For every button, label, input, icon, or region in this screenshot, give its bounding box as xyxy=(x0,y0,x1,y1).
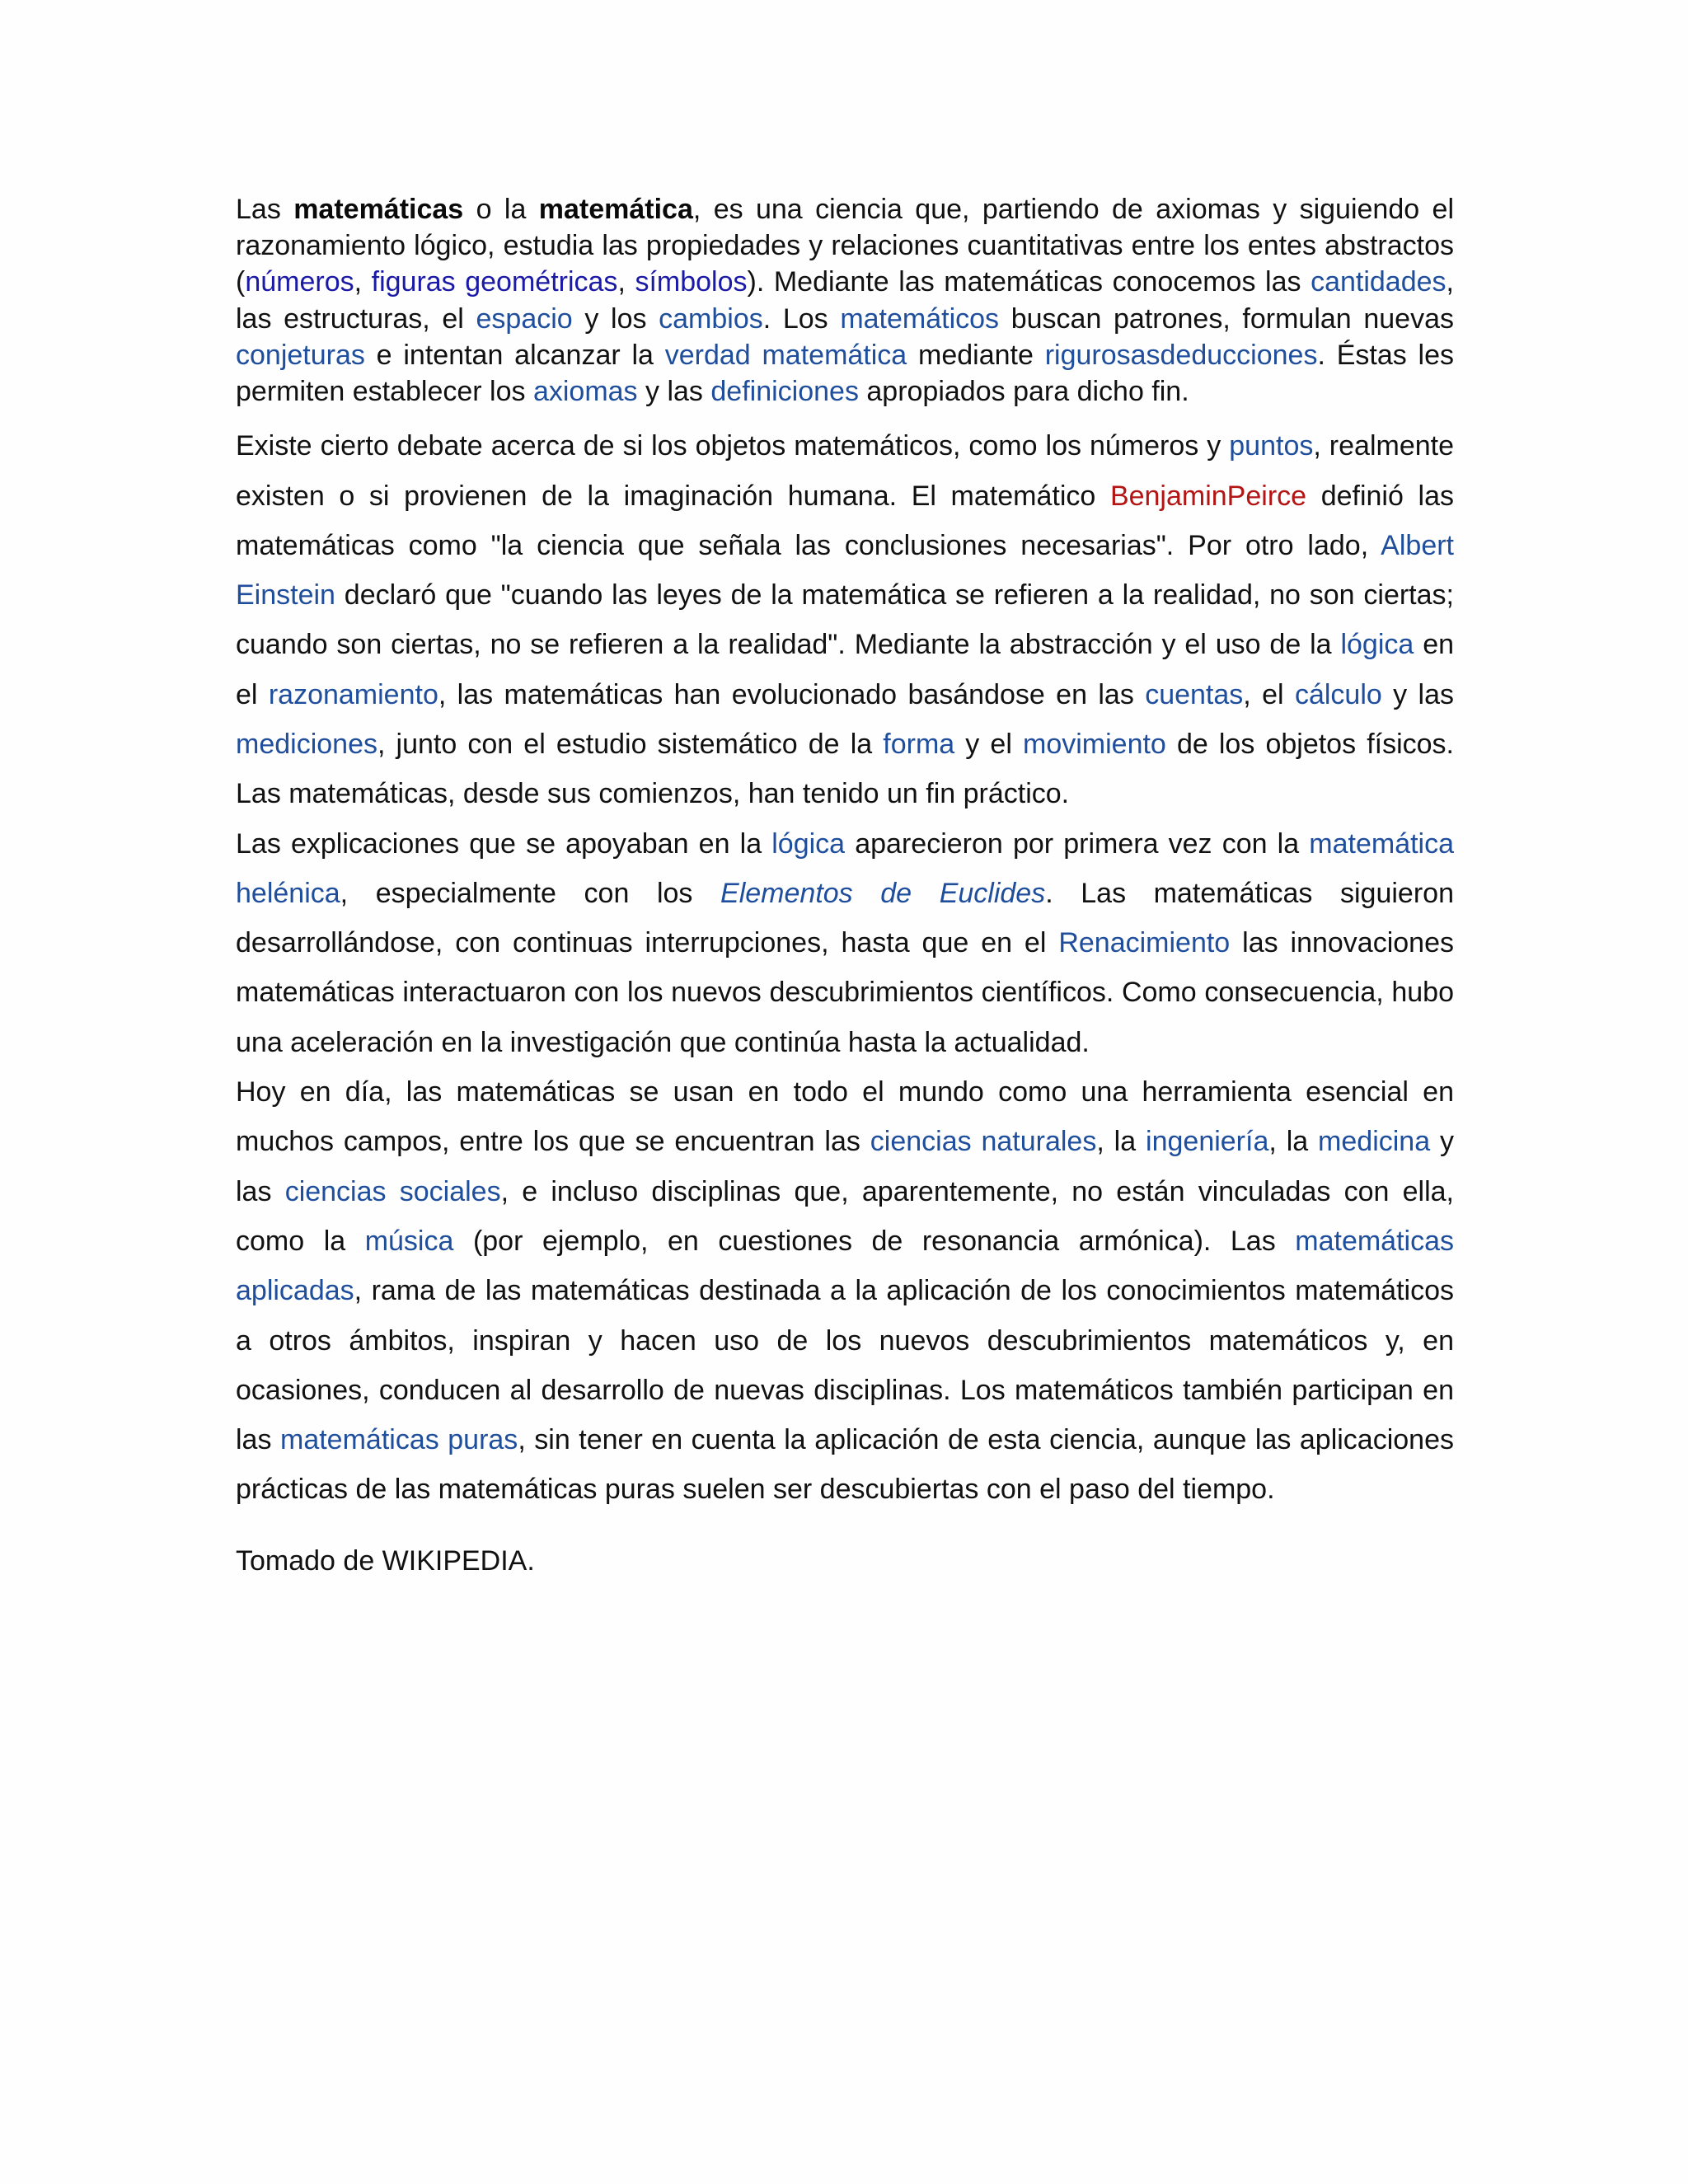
text: aparecieron por primera vez con la xyxy=(845,827,1310,860)
link-albert-einstein[interactable]: Albert Einstein xyxy=(236,529,1454,612)
text: y las xyxy=(1381,678,1454,710)
text: , especialmente con los xyxy=(340,877,721,909)
link-matematicas-puras[interactable]: matemáticas puras xyxy=(280,1424,518,1456)
text: (por ejemplo, en cuestiones de resonancia armónica). Las xyxy=(453,1225,1296,1257)
text: , realmente existen o si provienen de la imaginación humana. El matemático xyxy=(236,430,1454,512)
text: Las xyxy=(236,194,294,225)
link-figuras-geometricas[interactable]: figuras geométricas xyxy=(371,266,618,298)
text: y las xyxy=(236,1126,1455,1207)
link-matematicas-aplicadas[interactable]: matemáticas aplicadas xyxy=(236,1225,1454,1307)
text: definió las matemáticas como "la ciencia que señala las conclusiones necesarias". Por otro lado, xyxy=(236,480,1454,561)
paragraph-debate xyxy=(236,421,1454,818)
text: de los objetos físicos. Las matemáticas, desde sus comienzos, han tenido un fin práctico. xyxy=(236,729,1454,810)
link-numeros[interactable]: números xyxy=(245,266,354,298)
text: , e incluso disciplinas que, aparentemente, no están vinculadas con ella, como la xyxy=(236,1175,1454,1257)
link-ciencias-naturales[interactable]: ciencias naturales xyxy=(870,1126,1097,1158)
link-definiciones[interactable]: definiciones xyxy=(710,376,859,408)
text: declaró que "cuando las leyes de la matemática se refieren a la realidad, no son ciertas; cuando son ciertas, no se refieren a la realidad". Mediante la abstracción y el uso de la xyxy=(236,579,1454,661)
link-logica[interactable]: lógica xyxy=(1340,629,1414,661)
link-cantidades[interactable]: cantidades xyxy=(1311,266,1447,298)
text: apropiados para dicho fin. xyxy=(858,376,1189,408)
link-simbolos[interactable]: símbolos xyxy=(635,266,748,298)
text: , rama de las matemáticas destinada a la aplicación de los conocimientos matemáticos a otros ámbitos, inspiran y hacen uso de los nuevos descubrimientos matemáticos y, en ocasiones, conducen al desarrollo de nuevas disciplinas. Los matemáticos también participan en las xyxy=(236,1275,1454,1456)
text: e intentan alcanzar la xyxy=(364,339,665,371)
paragraph-history xyxy=(236,819,1454,1067)
text: , es una ciencia que, partiendo de axiomas y siguiendo el razonamiento lógico, estudia las propiedades y relaciones cuantitativas entre los entes abstractos ( xyxy=(236,194,1455,298)
source-note: Tomado de WIKIPEDIA. xyxy=(236,1544,535,1577)
text: , xyxy=(617,266,635,298)
link-verdad-matematica[interactable]: verdad matemática xyxy=(664,339,907,371)
text: , el xyxy=(1243,678,1295,710)
paragraph-intro xyxy=(236,191,1454,410)
link-mediciones[interactable]: mediciones xyxy=(236,729,377,760)
text: y las xyxy=(637,376,711,408)
text: en el xyxy=(236,629,1455,710)
link-forma[interactable]: forma xyxy=(883,729,955,760)
text: mediante xyxy=(907,339,1045,371)
bold-term-matematica: matemática xyxy=(538,194,693,225)
paragraph-uses xyxy=(236,1067,1454,1515)
text: , las estructuras, el xyxy=(236,266,1454,335)
link-cuentas[interactable]: cuentas xyxy=(1145,678,1244,710)
link-musica[interactable]: música xyxy=(364,1225,454,1257)
text: . Los xyxy=(762,302,841,335)
text: , xyxy=(354,266,372,298)
link-benjamin-peirce[interactable]: BenjaminPeirce xyxy=(1109,480,1307,512)
text: buscan patrones, formulan nuevas xyxy=(999,302,1454,335)
link-movimiento[interactable]: movimiento xyxy=(1023,729,1166,760)
link-medicina[interactable]: medicina xyxy=(1318,1126,1431,1158)
link-renacimiento[interactable]: Renacimiento xyxy=(1058,927,1231,959)
document-body xyxy=(236,191,1454,1579)
text: ). Mediante las matemáticas conocemos las xyxy=(747,266,1311,298)
link-conjeturas[interactable]: conjeturas xyxy=(236,339,365,371)
text: . Éstas les permiten establecer los xyxy=(236,339,1454,408)
link-logica-2[interactable]: lógica xyxy=(771,827,846,860)
text: , la xyxy=(1096,1126,1146,1158)
link-cambios[interactable]: cambios xyxy=(659,302,763,335)
bold-term-matematicas: matemáticas xyxy=(293,194,464,225)
text: Hoy en día, las matemáticas se usan en todo el mundo como una herramienta esencial en muchos campos, entre los que se encuentran las xyxy=(236,1076,1454,1158)
italic-title: Elementos de Euclides xyxy=(720,877,1046,909)
text: las innovaciones matemáticas interactuaron con los nuevos descubrimientos científicos. Como consecuencia, hubo una aceleración en la investigación que continúa hasta la actualidad. xyxy=(236,927,1454,1058)
link-ciencias-sociales[interactable]: ciencias sociales xyxy=(284,1175,501,1207)
text: Las explicaciones que se apoyaban en la xyxy=(236,827,772,860)
link-puntos[interactable]: puntos xyxy=(1229,430,1314,462)
text: . Las matemáticas siguieron desarrollándose, con continuas interrupciones, hasta que en el xyxy=(236,877,1454,959)
text: o la xyxy=(463,194,539,225)
link-matematica-helenica[interactable]: matemática helénica xyxy=(236,827,1455,909)
link-calculo[interactable]: cálculo xyxy=(1294,678,1382,710)
link-ingenieria[interactable]: ingeniería xyxy=(1146,1126,1269,1158)
text: , junto con el estudio sistemático de la xyxy=(377,729,884,760)
link-razonamiento[interactable]: razonamiento xyxy=(268,678,438,710)
text: , las matemáticas han evolucionado basándose en las xyxy=(438,678,1146,710)
text: , la xyxy=(1268,1126,1319,1158)
link-espacio[interactable]: espacio xyxy=(476,302,573,335)
text: , sin tener en cuenta la aplicación de esta ciencia, aunque las aplicaciones prácticas de las matemáticas puras suelen ser descubiertas con el paso del tiempo. xyxy=(236,1424,1454,1506)
link-axiomas[interactable]: axiomas xyxy=(532,376,638,408)
link-matematicos[interactable]: matemáticos xyxy=(840,302,1000,335)
text: y el xyxy=(954,729,1023,760)
link-rigurosas-deducciones[interactable]: rigurosasdeducciones xyxy=(1044,339,1318,371)
link-elementos-de-euclides[interactable] xyxy=(720,878,1045,909)
text: y los xyxy=(572,302,659,335)
text: Existe cierto debate acerca de si los objetos matemáticos, como los números y xyxy=(236,430,1230,462)
